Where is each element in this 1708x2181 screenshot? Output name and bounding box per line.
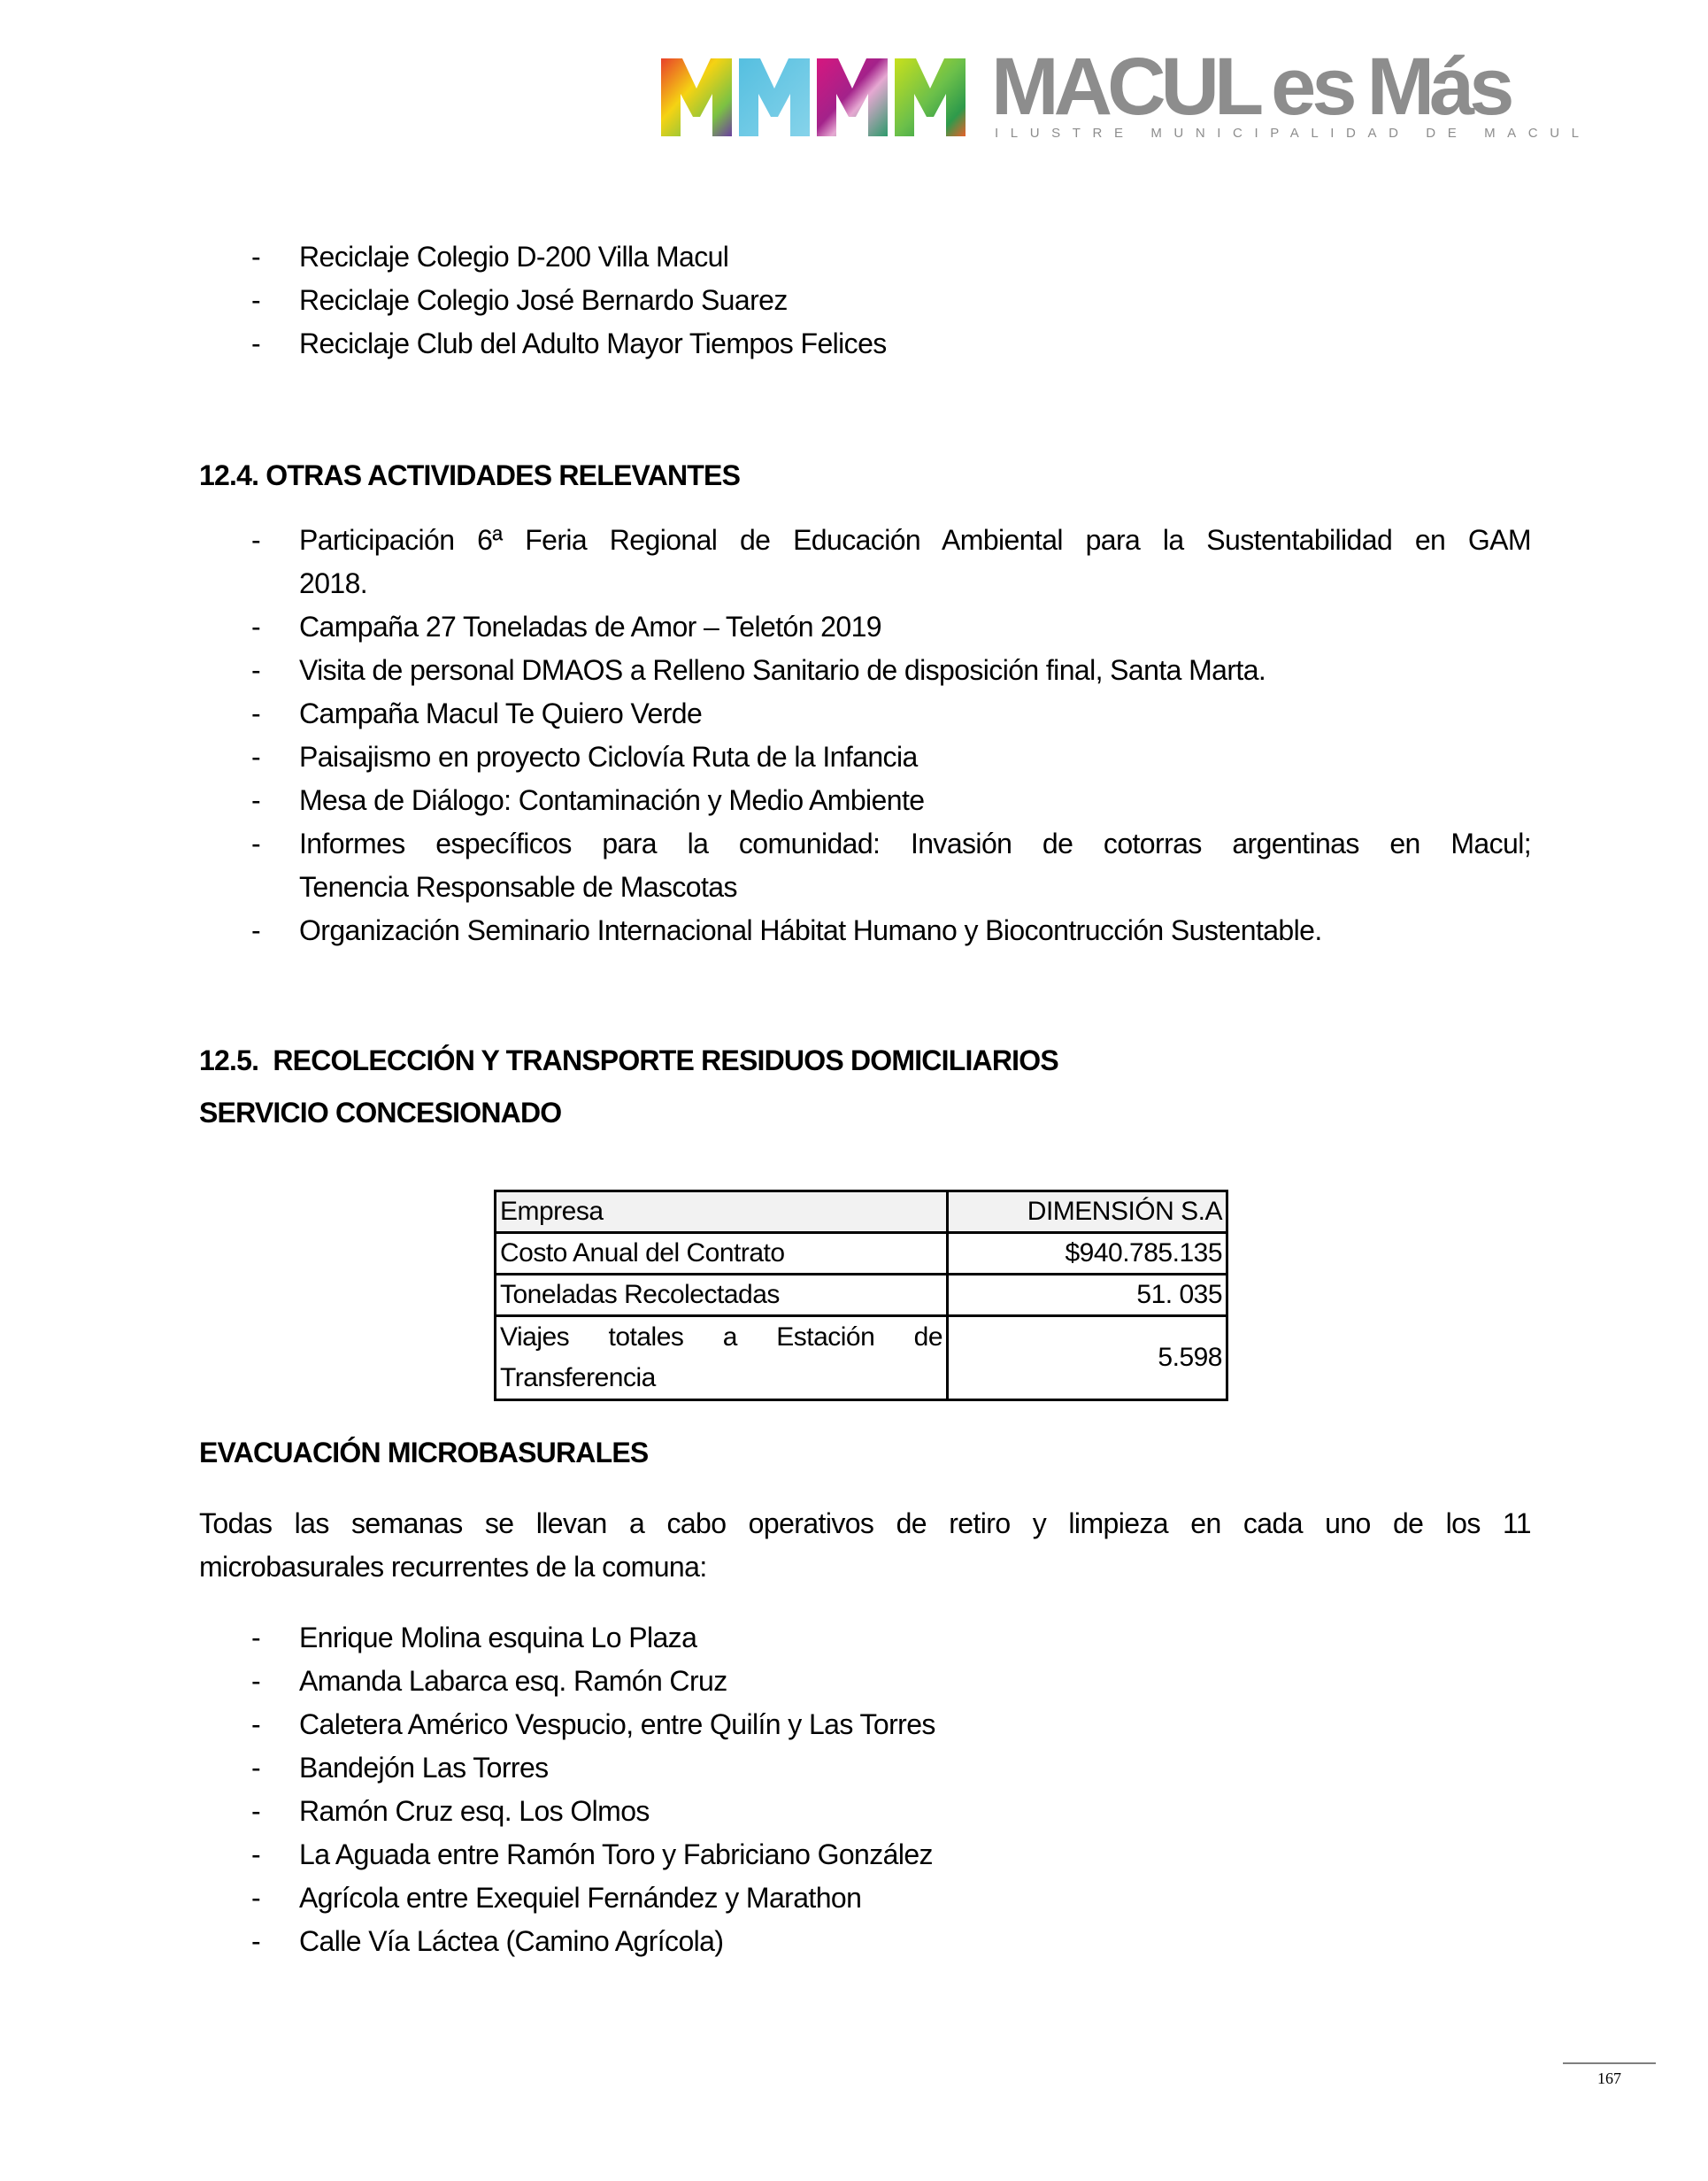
logo-wordmark: MACUL es Más <box>991 42 1510 132</box>
list-item-text: Paisajismo en proyecto Ciclovía Ruta de la Infancia <box>299 741 918 773</box>
page-number: 167 <box>1597 2069 1621 2087</box>
bullet-dash: - <box>251 1752 261 1784</box>
table-row <box>496 1275 1227 1316</box>
table-cell-label: Viajes totales a Estación de Transferencia <box>496 1316 948 1400</box>
logo-letter-m-4 <box>895 58 966 136</box>
bullet-dash: - <box>251 328 261 359</box>
list-item-text: Campaña Macul Te Quiero Verde <box>299 697 703 729</box>
evacuacion-paragraph-line-1: Todas las semanas se llevan a cabo operativos de retiro y limpieza en cada uno de los 11 <box>199 1507 1531 1539</box>
bullet-dash: - <box>251 1708 261 1740</box>
list-item-text: Reciclaje Colegio D-200 Villa Macul <box>299 241 729 273</box>
list-item-text: Enrique Molina esquina Lo Plaza <box>299 1622 697 1653</box>
list-item-text: Mesa de Diálogo: Contaminación y Medio Ambiente <box>299 784 925 816</box>
table-header-label: Empresa <box>496 1191 948 1233</box>
bullet-dash: - <box>251 1882 261 1914</box>
bullet-dash: - <box>251 741 261 773</box>
bullet-dash: - <box>251 914 261 946</box>
table-cell-value: $940.785.135 <box>948 1233 1227 1275</box>
bullet-dash: - <box>251 1795 261 1827</box>
bullet-dash: - <box>251 697 261 729</box>
subheading-evacuacion: EVACUACIÓN MICROBASURALES <box>199 1437 649 1468</box>
list-item-text: Informes específicos para la comunidad: Invasión de cotorras argentinas en Macul; <box>299 828 1531 859</box>
bullet-dash: - <box>251 1838 261 1870</box>
list-item-text-cont: Tenencia Responsable de Mascotas <box>299 871 737 903</box>
list-item-text: Caletera Américo Vespucio, entre Quilín y Las Torres <box>299 1708 935 1740</box>
list-item-text: Calle Vía Láctea (Camino Agrícola) <box>299 1925 724 1957</box>
list-item-text: Ramón Cruz esq. Los Olmos <box>299 1795 650 1827</box>
list-item-text: Reciclaje Colegio José Bernardo Suarez <box>299 284 788 316</box>
table-header-row <box>496 1191 1227 1233</box>
list-item-text: Bandejón Las Torres <box>299 1752 549 1784</box>
list-item-text: Agrícola entre Exequiel Fernández y Marathon <box>299 1882 862 1914</box>
list-item-text: La Aguada entre Ramón Toro y Fabriciano González <box>299 1838 933 1870</box>
bullet-dash: - <box>251 241 261 273</box>
logo-letter-m-2 <box>739 58 810 136</box>
footer-divider <box>1563 2062 1656 2064</box>
list-item-text-cont: 2018. <box>299 567 368 599</box>
bullet-dash: - <box>251 784 261 816</box>
table-row <box>496 1233 1227 1275</box>
section-heading-12-4: 12.4. OTRAS ACTIVIDADES RELEVANTES <box>199 459 741 491</box>
list-item-text: Participación 6ª Feria Regional de Educación Ambiental para la Sustentabilidad en GAM <box>299 524 1531 556</box>
section-heading-12-5: 12.5. RECOLECCIÓN Y TRANSPORTE RESIDUOS DOMICILIARIOS <box>199 1044 1058 1076</box>
bullet-dash: - <box>251 828 261 859</box>
logo-letter-m-3 <box>817 58 888 136</box>
list-item-text: Reciclaje Club del Adulto Mayor Tiempos Felices <box>299 328 887 359</box>
table-cell-value: 51. 035 <box>948 1275 1227 1316</box>
list-item-text: Campaña 27 Toneladas de Amor – Teletón 2019 <box>299 611 881 643</box>
logo-subtitle: ILUSTRE MUNICIPALIDAD DE MACUL <box>995 126 1591 141</box>
bullet-dash: - <box>251 284 261 316</box>
list-item-text: Organización Seminario Internacional Hábitat Humano y Biocontrucción Sustentable. <box>299 914 1322 946</box>
table-row <box>496 1316 1227 1400</box>
bullet-dash: - <box>251 1622 261 1653</box>
list-item-text: Amanda Labarca esq. Ramón Cruz <box>299 1665 727 1697</box>
table-cell-label: Costo Anual del Contrato <box>496 1233 948 1275</box>
bullet-dash: - <box>251 1665 261 1697</box>
bullet-dash: - <box>251 654 261 686</box>
bullet-dash: - <box>251 524 261 556</box>
bullet-dash: - <box>251 1925 261 1957</box>
list-item-text: Visita de personal DMAOS a Relleno Sanitario de disposición final, Santa Marta. <box>299 654 1266 686</box>
table-cell-label: Toneladas Recolectadas <box>496 1275 948 1316</box>
subheading-servicio-concesionado: SERVICIO CONCESIONADO <box>199 1097 562 1129</box>
table-header-value: DIMENSIÓN S.A <box>948 1191 1227 1233</box>
bullet-dash: - <box>251 611 261 643</box>
logo-letter-m-1 <box>661 58 732 136</box>
table-cell-value: 5.598 <box>948 1316 1227 1400</box>
evacuacion-paragraph-line-2: microbasurales recurrentes de la comuna: <box>199 1551 707 1583</box>
logo-mmmm-mark <box>661 58 971 136</box>
contract-table <box>494 1190 1228 1401</box>
